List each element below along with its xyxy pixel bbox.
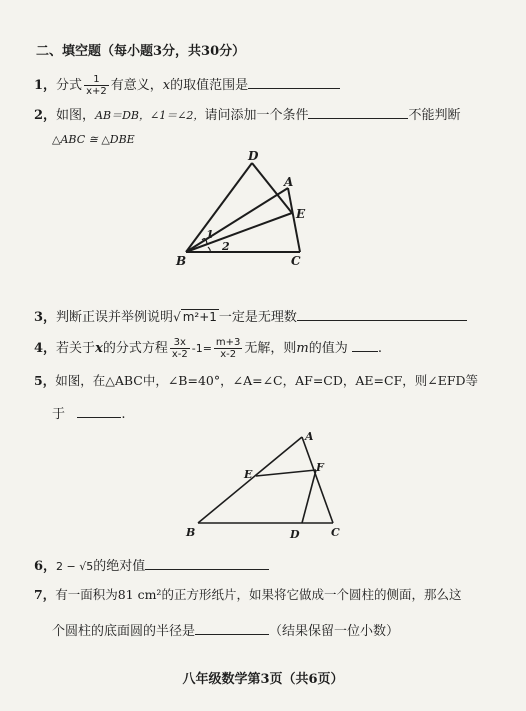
q7-line2-tail: （结果保留一位小数） bbox=[269, 624, 400, 639]
q2-congruence: △ABC ≅ △DBE bbox=[52, 133, 135, 146]
q5-number: 5， bbox=[34, 373, 56, 388]
segment-FD bbox=[302, 470, 316, 523]
q4-mid: 的分式方程 bbox=[102, 341, 168, 356]
q4-f1-num: 3x bbox=[170, 337, 190, 349]
q1-frac-num: 1 bbox=[84, 74, 109, 86]
q5-line-2 bbox=[52, 405, 126, 423]
q5-answer-blank[interactable] bbox=[77, 405, 121, 418]
q4-end: . bbox=[377, 341, 383, 356]
label-F-q5: F bbox=[316, 461, 324, 474]
q4-minus: -1= bbox=[191, 342, 212, 355]
q7-number: 7， bbox=[34, 587, 56, 602]
q4-var: x bbox=[95, 341, 103, 356]
q3-post: 一定是无理数 bbox=[218, 310, 297, 325]
label-A: A bbox=[284, 175, 294, 189]
q4-fraction-1 bbox=[170, 337, 190, 360]
q7-line-2 bbox=[52, 622, 399, 640]
q4-f1-den: x-2 bbox=[171, 349, 188, 360]
q4-number: 4， bbox=[34, 341, 57, 356]
segment-EF bbox=[256, 470, 316, 476]
q6-number: 6， bbox=[34, 559, 57, 574]
q1-frac-den: x+2 bbox=[86, 86, 107, 97]
q4-post: 无解，则 bbox=[244, 341, 297, 356]
label-B-q5: B bbox=[186, 526, 196, 539]
q1-number: 1， bbox=[34, 78, 57, 93]
question-6 bbox=[34, 557, 269, 575]
q4-fraction-2 bbox=[214, 337, 242, 360]
label-B: B bbox=[176, 254, 187, 268]
q5-line2-end: . bbox=[121, 407, 126, 422]
label-E: E bbox=[296, 207, 306, 221]
q3-number: 3， bbox=[34, 310, 57, 325]
q2-text: 如图， bbox=[56, 108, 96, 123]
section-title: 二、填空题（每小题3分，共30分） bbox=[36, 44, 246, 59]
q2-tail: 请问添加一个条件 bbox=[204, 108, 309, 123]
label-D: D bbox=[248, 149, 259, 163]
question-5 bbox=[34, 373, 478, 389]
q4-answer-blank[interactable] bbox=[352, 339, 378, 352]
q1-var: x bbox=[162, 78, 171, 93]
q2-condition: AB＝DB，∠1＝∠2， bbox=[95, 109, 205, 122]
segment-BD bbox=[186, 163, 252, 252]
q6-post: 的绝对值 bbox=[93, 559, 146, 574]
q4-pre: 若关于 bbox=[56, 341, 96, 356]
q7-line1: 有一面积为81 cm²的正方形纸片，如果将它做成一个圆柱的侧面，那么这 bbox=[55, 587, 462, 602]
q5-line2-pre: 于 bbox=[52, 407, 66, 422]
page-footer: 八年级数学第3页（共6页） bbox=[182, 672, 344, 687]
q3-pre: 判断正误并举例说明 bbox=[56, 310, 174, 325]
label-angle-1: 1 bbox=[206, 228, 214, 241]
q2-tail2: 不能判断 bbox=[408, 108, 461, 123]
label-C: C bbox=[291, 254, 301, 268]
label-C-q5: C bbox=[331, 526, 340, 539]
q3-radicand: m²+1 bbox=[182, 310, 217, 324]
q4-var2: m bbox=[296, 341, 309, 356]
q2-number: 2， bbox=[34, 108, 57, 123]
q5-text: 如图，在△ABC中，∠B=40°，∠A=∠C，AF=CD，AE=CF，则∠EFD等 bbox=[55, 373, 479, 388]
question-4 bbox=[34, 337, 382, 360]
q3-answer-blank[interactable] bbox=[297, 308, 467, 321]
label-E-q5: E bbox=[244, 468, 253, 481]
question-3 bbox=[34, 308, 467, 326]
q4-tail: 的值为 bbox=[308, 341, 348, 356]
q1-tail: 的取值范围是 bbox=[170, 78, 249, 93]
q7-answer-blank[interactable] bbox=[195, 622, 269, 635]
q4-f2-num: m+3 bbox=[215, 337, 241, 348]
q6-answer-blank[interactable] bbox=[145, 557, 269, 570]
q6-expression: 2 − √5 bbox=[56, 560, 94, 573]
label-D-q5: D bbox=[290, 528, 300, 541]
q3-sqrt: √ m²+1 bbox=[173, 310, 217, 324]
q7-line2: 个圆柱的底面圆的半径是 bbox=[52, 624, 196, 639]
q1-post: 有意义， bbox=[110, 78, 163, 93]
q4-f2-den: x-2 bbox=[220, 349, 237, 360]
q1-pre: 分式 bbox=[56, 78, 83, 93]
label-angle-2: 2 bbox=[222, 240, 230, 253]
segment-AC-q5 bbox=[302, 437, 333, 523]
label-A-q5: A bbox=[305, 430, 314, 443]
question-7 bbox=[34, 587, 461, 603]
